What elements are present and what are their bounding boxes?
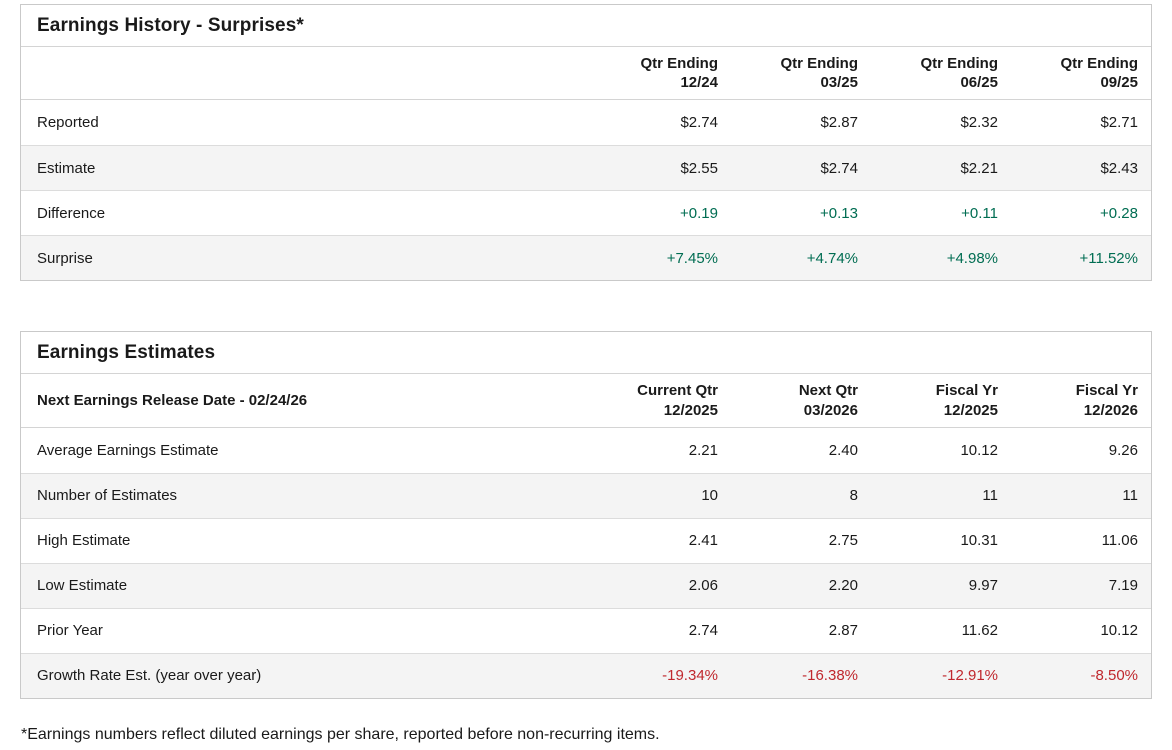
table-row-average-earnings-estimate <box>21 428 1151 473</box>
table-cell: +0.13 <box>820 204 858 222</box>
table-cell: $2.74 <box>680 114 718 132</box>
table-row-high-estimate <box>21 518 1151 563</box>
table-cell: 2.74 <box>688 622 718 640</box>
column-header-next-qtr: Next Qtr 03/2026 <box>798 382 858 419</box>
table-cell: $2.21 <box>960 159 998 177</box>
table-cell: 2.87 <box>828 622 858 640</box>
table-cell: -8.50% <box>1090 667 1138 685</box>
table-row-prior-year <box>21 608 1151 653</box>
table-cell: $2.55 <box>680 159 718 177</box>
table-cell: 11 <box>1122 487 1138 505</box>
earnings-footnote: *Earnings numbers reflect diluted earnings per share, reported before non-recurring items. <box>21 725 660 743</box>
row-label: Prior Year <box>37 622 103 640</box>
table-row-number-of-estimates <box>21 473 1151 518</box>
row-label: Average Earnings Estimate <box>37 441 219 459</box>
table-row-estimate <box>21 145 1151 190</box>
column-header-fiscal-yr-2025: Fiscal Yr 12/2025 <box>935 382 998 419</box>
table-cell: 2.41 <box>688 532 718 550</box>
row-label: Estimate <box>37 159 96 177</box>
table-cell: 2.40 <box>828 441 858 459</box>
table-cell: 9.97 <box>968 577 998 595</box>
column-header-qtr-0625: Qtr Ending 06/25 <box>920 55 998 92</box>
table-cell: 10.12 <box>960 441 998 459</box>
table-cell: 10.12 <box>1100 622 1138 640</box>
table-cell: +4.98% <box>946 249 998 267</box>
table-cell: $2.74 <box>820 159 858 177</box>
table-row-reported <box>21 100 1151 145</box>
earnings-history-table <box>20 4 1152 281</box>
table-row-growth-rate-est <box>21 653 1151 698</box>
earnings-history-title: Earnings History - Surprises* <box>21 5 1151 47</box>
table-cell: 2.06 <box>688 577 718 595</box>
table-cell: +11.52% <box>1079 249 1138 267</box>
table-row-low-estimate <box>21 563 1151 608</box>
table-cell: -12.91% <box>942 667 998 685</box>
row-label: Reported <box>37 114 99 132</box>
row-label: High Estimate <box>37 532 131 550</box>
table-cell: -16.38% <box>802 667 858 685</box>
table-cell: 2.20 <box>828 577 858 595</box>
table-cell: 7.19 <box>1108 577 1138 595</box>
table-cell: 8 <box>849 487 858 505</box>
row-label: Number of Estimates <box>37 487 178 505</box>
table-cell: -19.34% <box>662 667 718 685</box>
table-cell: 11.62 <box>961 622 998 640</box>
earnings-estimates-header-row <box>21 374 1151 427</box>
next-earnings-release-date: Next Earnings Release Date - 02/24/26 <box>37 392 308 410</box>
table-row-difference <box>21 190 1151 235</box>
table-cell: 9.26 <box>1108 441 1138 459</box>
table-cell: 11.06 <box>1101 532 1138 550</box>
table-cell: 10.31 <box>960 532 998 550</box>
table-cell: $2.32 <box>960 114 998 132</box>
column-header-current-qtr: Current Qtr 12/2025 <box>637 382 718 419</box>
table-cell: 2.21 <box>688 441 718 459</box>
row-label: Difference <box>37 204 106 222</box>
table-cell: $2.71 <box>1100 114 1138 132</box>
row-label: Growth Rate Est. (year over year) <box>37 667 262 685</box>
table-cell: +7.45% <box>666 249 718 267</box>
table-cell: +0.19 <box>680 204 718 222</box>
earnings-estimates-table <box>20 331 1152 698</box>
table-cell: 10 <box>701 487 718 505</box>
table-row-surprise <box>21 235 1151 280</box>
column-header-fiscal-yr-2026: Fiscal Yr 12/2026 <box>1075 382 1138 419</box>
column-header-qtr-0325: Qtr Ending 03/25 <box>780 55 858 92</box>
table-cell: +4.74% <box>806 249 858 267</box>
column-header-qtr-1224: Qtr Ending 12/24 <box>640 55 718 92</box>
table-cell: $2.43 <box>1100 159 1138 177</box>
table-cell: +0.11 <box>961 204 998 222</box>
table-cell: 11 <box>982 487 998 505</box>
table-cell: 2.75 <box>828 532 858 550</box>
earnings-estimates-title: Earnings Estimates <box>21 332 1151 374</box>
table-cell: +0.28 <box>1100 204 1138 222</box>
row-label: Low Estimate <box>37 577 128 595</box>
column-header-qtr-0925: Qtr Ending 09/25 <box>1060 55 1138 92</box>
table-cell: $2.87 <box>820 114 858 132</box>
row-label: Surprise <box>37 249 93 267</box>
earnings-history-header-row <box>21 47 1151 100</box>
